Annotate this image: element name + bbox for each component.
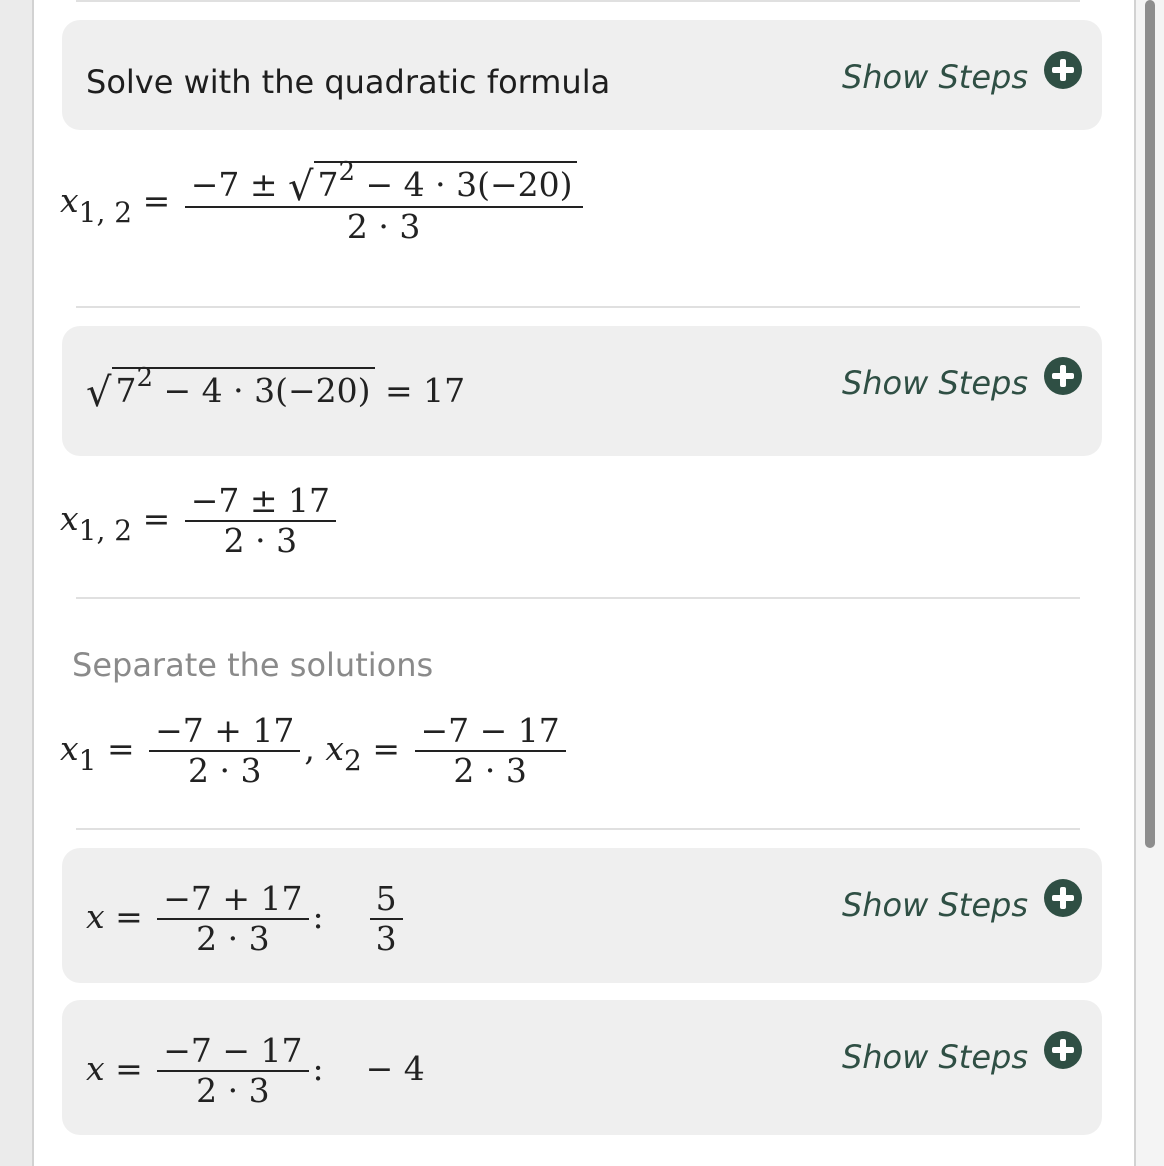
scrollbar-thumb[interactable]: [1145, 0, 1155, 848]
step-solution-2: [62, 1000, 1102, 1135]
show-steps-label: Show Steps: [841, 886, 1028, 924]
sqrt-expression: √ $7^2 - 4 \cdot 3(-20) = 17$: [86, 363, 466, 416]
show-steps-button[interactable]: [842, 872, 1082, 924]
show-steps-button[interactable]: [842, 350, 1082, 402]
plus-circle-icon: [1044, 51, 1082, 89]
step-square-root: [62, 326, 1102, 456]
divider: [76, 0, 1080, 2]
show-steps-label: Show Steps: [841, 1038, 1028, 1076]
simplified-formula-expression: $x_{1, 2}$ = $\frac{-7 \pm 17}{2 \cdot 3}$: [60, 482, 340, 560]
step-quadratic-formula: [62, 20, 1102, 130]
solution-2-expression: x = $\frac{-7 - 17}{2 \cdot 3}$ : − 4: [86, 1031, 425, 1110]
solution-1-expression: x = $\frac{-7 + 17}{2 \cdot 3}$ : $\frac{5}{3}$: [86, 880, 407, 958]
show-steps-button[interactable]: [842, 1024, 1082, 1076]
section-label: Separate the solutions: [72, 646, 434, 684]
step-title: Solve with the quadratic formula: [86, 63, 611, 101]
show-steps-button[interactable]: [842, 44, 1082, 96]
show-steps-label: Show Steps: [841, 58, 1028, 96]
quadratic-formula-expression: $x_{1, 2}$ = $\frac{-7 \pm √ 7^2 - 4 \cdot 3(-20)}{2 \cdot 3}$: [60, 160, 587, 246]
plus-circle-icon: [1044, 357, 1082, 395]
separated-solutions-expression: $x_1$ = $\frac{-7 + 17}{2 \cdot 3}$ , $x_2$ = $\frac{-7 - 17}{2 \cdot 3}$: [60, 712, 570, 790]
divider: [76, 828, 1080, 830]
show-steps-label: Show Steps: [841, 364, 1028, 402]
plus-circle-icon: [1044, 1031, 1082, 1069]
plus-circle-icon: [1044, 879, 1082, 917]
step-solution-1: [62, 848, 1102, 983]
divider: [76, 597, 1080, 599]
divider: [76, 306, 1080, 308]
